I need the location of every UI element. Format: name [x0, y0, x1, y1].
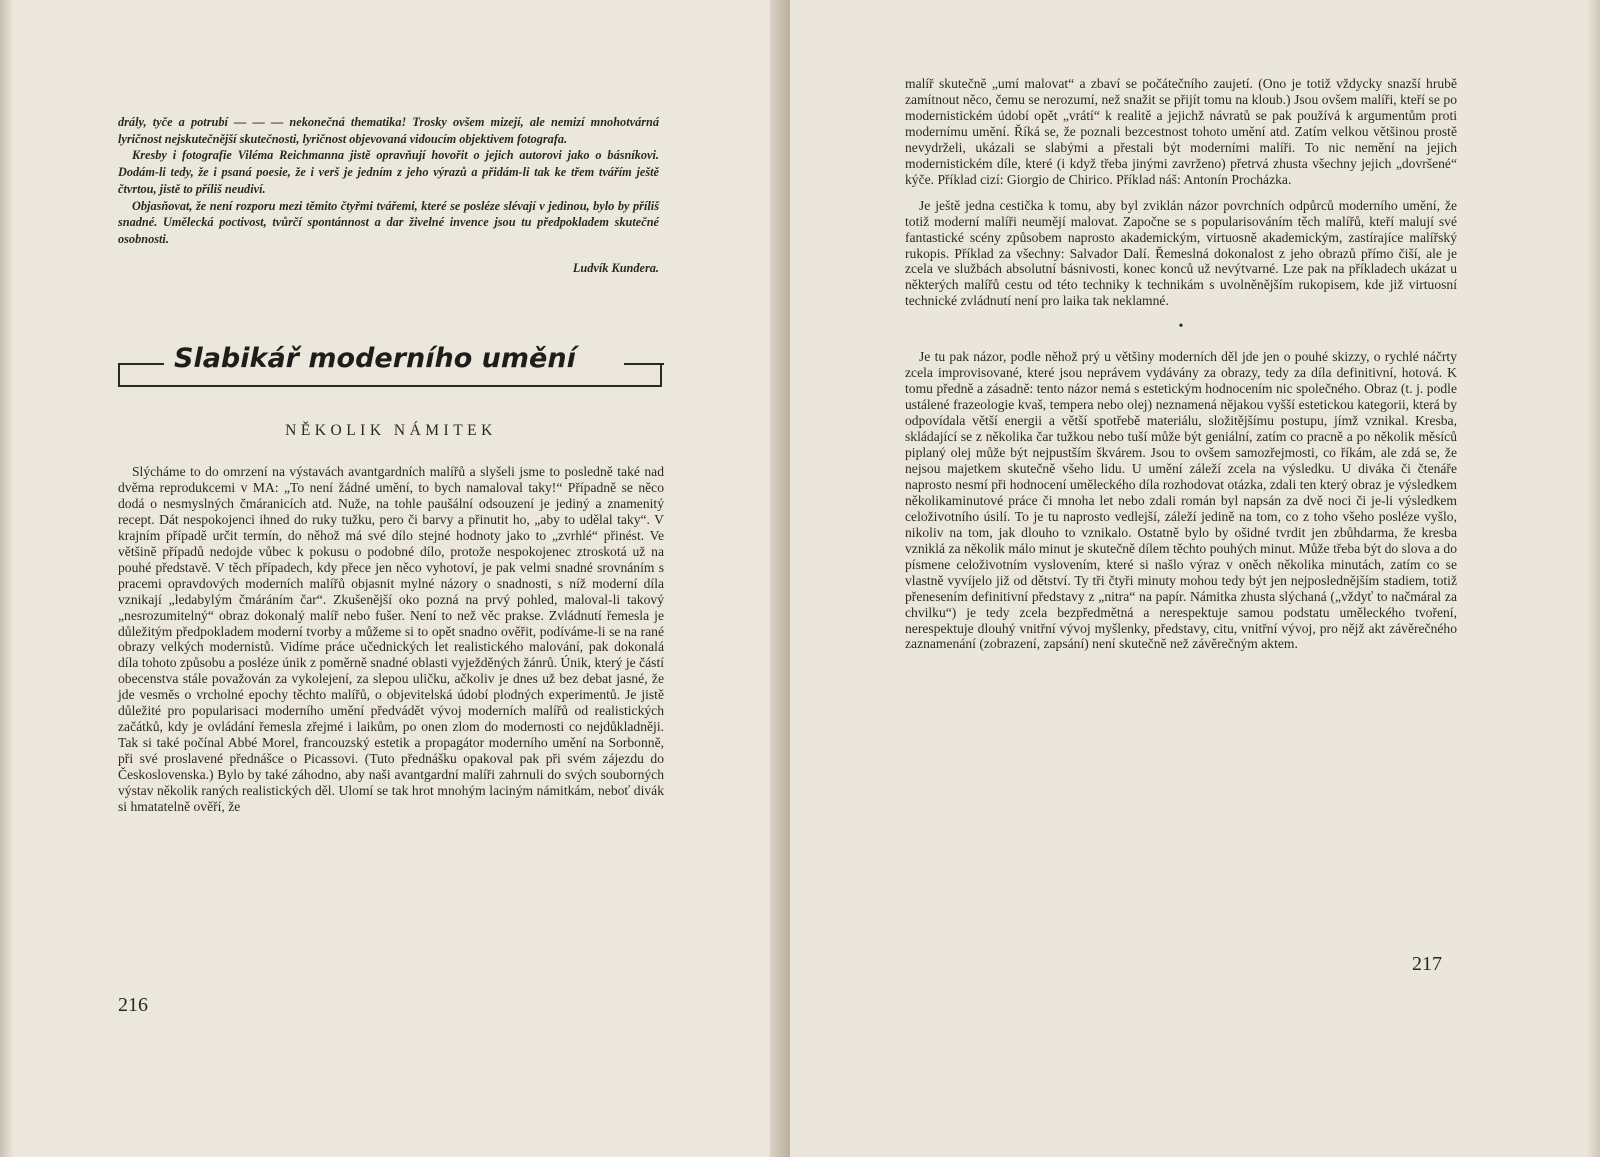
body-paragraph: Je tu pak názor, podle něhož prý u většiny moderních děl jde jen o pouhé skizzy, o rychlé náčrty zcela improvisované, které jsou neprávem vydávány za obrazy, tedy za díla definitivní, hotová. K tomu předně a zásadně: tento názor nemá s estetickým hodnocením nic společného. Obraz (t. j. podle ustálené frazeologie kvaš, tempera nebo olej) neznamená nějakou vyšší estetickou kategorii, která by odpovídala větší energii a větší spotřebě materiálu, složitějšímu postupu, jímž vznikal. Kresba, skládající se z několika čar tužkou nebo tuší může být geniální, zatím co pracně a po několik měsíců piplaný olej může být nejpustším škvárem. Jsou to ovšem samozřejmosti, co říkám, ale zdá se, že nejsou majetkem skutečně všeho lidu. U umění záleží zcela na výsledku. U diváka či čtenáře naprosto nesmí při hodnocení uměleckého díla rozhodovat otázka, zdali ten který obraz je výsledkem několikaminutové práce či mnoha let nebo zdali román byl napsán za dvě noci či je-li výsledkem celoživotního úsilí. To je tu naprosto vedlejší, záleží jedině na tom, co z toho všeho posléze vyšlo, nikoliv na tom, jak dlouho to vznikalo. Ostatně bylo by ošidné tvrdit jen zbůhdarma, že kresba vzniklá za několik málo minut je skutečně dílem těchto pouhých minut. Může třeba být do slova a do písmene celoživotním vyslovením, které si našlo výraz v oněch několika minutách, zatím co se vlastně vyvíjelo již od dětství. Ty tři čtyři minuty mohou tedy být jen nejposlednějším stadiem, totiž přenesením definitivní představy z „nitra“ na papír. Námitka zhusta slýchaná („vždyť to načmáral za chvilku“) je tedy zcela bezpředmětná a nerespektuje samou podstatu uměleckého tvoření, nerespektuje dlouhý vnitřní vývoj myšlenky, představy, citu, vnitřní vývoj, pro nějž akt závěrečného zaznamenání (zobrazení, zapsání) není skutečně než závěrečným aktem. [905, 349, 1457, 652]
left-page-edge [0, 0, 14, 1157]
body-paragraph: Slýcháme to do omrzení na výstavách avantgardních malířů a slyšeli jsme to posledně také nad dvěma reprodukcemi v MA: „To není žádné umění, to bych namaloval taky!“ Případně se něco dodá o nesmyslných čmáranicích atd. Nuže, na tohle paušální odsouzení je jediný a znamenitý recept. Dát nespokojenci ihned do ruky tužku, pero či barvy a přinutit ho, „aby to udělal taky“. V krajním případě určit termín, do něhož má své dílo stejné hodnoty jako to „zvrhlé“ přinést. Ve většině případů nedojde vůbec k pokusu o podobné dílo, protože nespokojenec ztroskotá už na pouhé představě. V těch případech, kdy přece jen něco vyhotoví, je pak velmi snadné srovnáním s pracemi opravdových moderních malířů objasnit mylné názory o snadnosti, s níž moderní díla vznikají „ledabylým čmáráním čar“. Zkušenější oko pozná na prvý pohled, maloval-li takový „nesrozumitelný“ obraz dokonalý malíř nebo fušer. Není to než věc prakse. Zvládnutí řemesla je důležitým předpokladem moderní tvorby a můžeme si to opět snadno ověřit, podíváme-li se na rané obrazy velkých modernistů. Vidíme práce učednických let realistického malování, pak dokonalá díla tohoto způsobu a posléze únik z poměrně snadné oblasti vyježděných žánrů. Únik, který je částí obecenstva stále považován za vykolejení, za slepou uličku, ačkoliv je dnes už bez debat jasné, že jde vesměs o vrcholné epochy těchto malířů, o objevitelská údobí plodných experimentů. Je jistě důležité pro popularisaci moderního umění předvádět vývoj moderních malířů od realistických začátků, kdy je ovládání řemesla zřejmé i laikům, po onen zlom do modernosti co nejdůkladněji. Tak si také počínal Abbé Morel, francouzský estetik a propagátor moderního umění na Sorbonně, při své proslavené přednášce o Picassovi. (Tuto přednášku opakoval pak při svém zájezdu do Československa.) Bylo by také záhodno, aby naši avantgardní malíři zahrnuli do svých souborných výstav několik raných realistických děl. Ulomí se tak hrot mnohým laciným námitkám, neboť divák si hmatatelně ověří, že [118, 464, 664, 815]
page-number-right: 217 [1412, 953, 1442, 975]
left-page [0, 0, 790, 1157]
intro-paragraph: Kresby i fotografie Viléma Reichmanna jistě opravňují hovořit o jejich autorovi jako o básníkovi. Dodám-li tedy, že i psaná poesie, že i verš je jedním z jeho výrazů a přidám-li tak ke třem tvářím ještě čtvrtou, jistě to příliš neudiví. [118, 148, 659, 196]
section-title: Slabikář moderního umění [170, 342, 580, 376]
section-heading-box [118, 337, 664, 390]
intro-paragraph: drály, tyče a potrubí — — — nekonečná thematika! Trosky ovšem mizejí, ale nemizí mnohotvárná lyričnost nejskutečnější skutečnosti, lyričnost objevovaná vidoucím objektivem fotografa. [118, 115, 659, 146]
article-subheading: NĚKOLIK NÁMITEK [285, 422, 497, 439]
right-page-edge [1586, 0, 1600, 1157]
right-body-text [905, 76, 1457, 652]
body-paragraph: Je ještě jedna cestička k tomu, aby byl zviklán názor povrchních odpůrců moderního umění, že totiž moderní malíři neumějí malovat. Započne se s popularisováním těch malířů, kteří malují své fantastické scény způsobem naprosto akademickým, virtuosně akademickým, zastírajíce malířský rukopis. Příklad za všechny: Salvador Dalí. Řemeslná dokonalost z jeho obrazů přímo čiší, ale je zcela ve službách absolutní básnivosti, konec konců už nevýtvarné. Lze pak na příkladech ukázat u některých malířů cestu od této techniky k technikám s uvolněnějším rukopisem, kde již virtuosní technické zvládnutí není pro laika tak neklamné. [905, 197, 1457, 309]
left-body-text [118, 464, 664, 815]
heading-left-rule [118, 363, 164, 365]
section-separator: • [1178, 319, 1184, 335]
page-number-left: 216 [118, 994, 148, 1016]
intro-paragraph: Objasňovat, že není rozporu mezi těmito čtyřmi tvářemi, které se posléze slévají v jedinou, bylo by příliš snadné. Umělecká poctivost, tvůrčí spontánnost a dar živelné invence jsou tu předpokladem skutečné osobnosti. [118, 198, 659, 246]
body-paragraph: malíř skutečně „umí malovat“ a zbaví se počátečního zaujetí. (Ono je totiž vždycky snazší hrubě zamítnout něco, čemu se nerozumí, než snažit se přijít tomu na kloub.) Jsou ovšem malíři, kteří se po modernistickém údobí opět „vrátí“ k realitě a jejichž návratů se pak používá k argumentům proti modernímu umění. Říká se, že poznali bezcestnost tohoto umění atd. Zatím velkou většinou prostě nevydrželi, ukázali se slabými a přestali být moderními malíři. To nic nemění na jejich modernistickém díle, které (i když třeba jinými zavrženo) přetrvá zhusta všechny jejich „dovršené“ kýče. Příklad cizí: Giorgio de Chirico. Příklad náš: Antonín Procházka. [905, 76, 1457, 187]
author-signature: Ludvík Kundera. [572, 260, 659, 275]
heading-right-rule [624, 363, 664, 365]
intro-italic-text [118, 114, 659, 289]
